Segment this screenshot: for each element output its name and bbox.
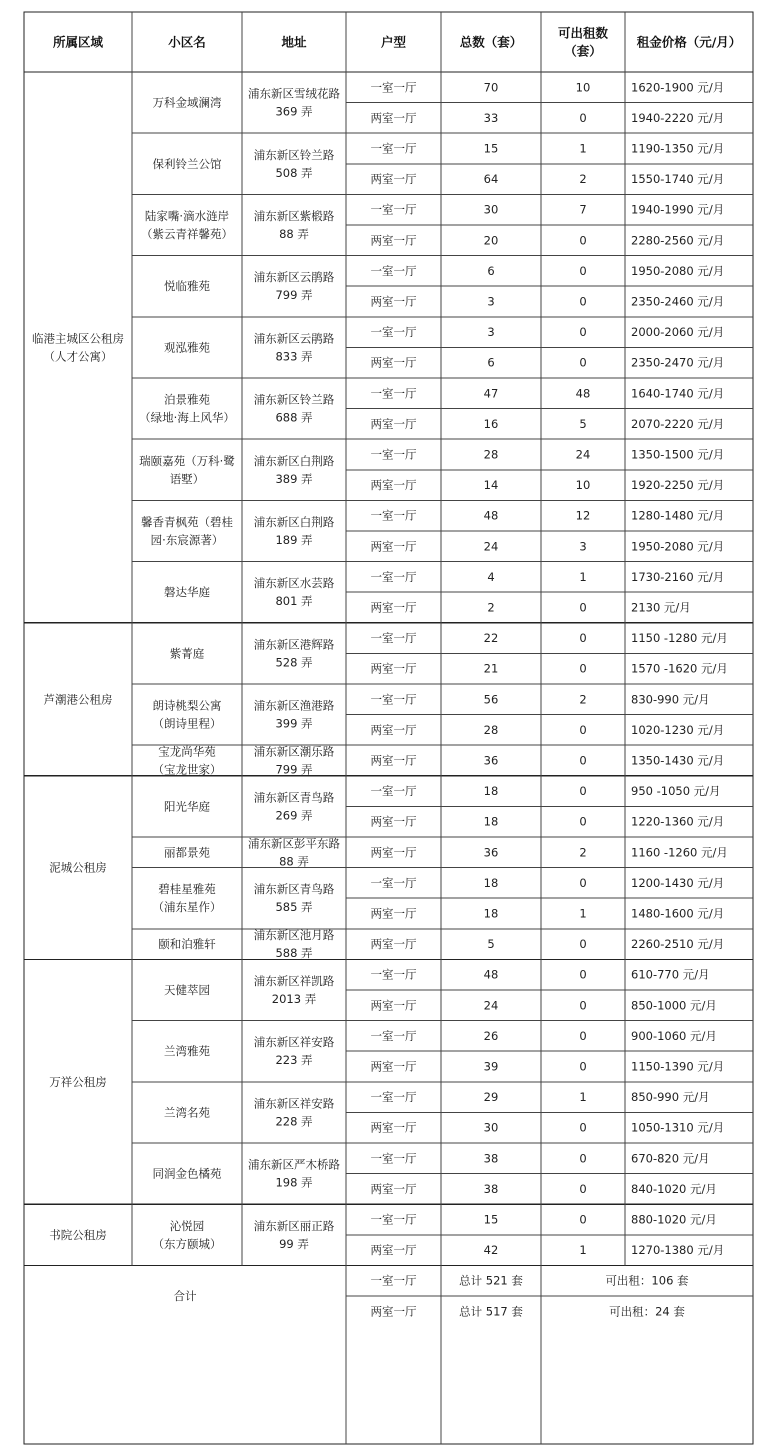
community-address: 浦东新区渔港路 [253, 698, 335, 713]
community-name: 丽都景苑 [164, 845, 210, 860]
cell-price: 1350-1430 元/月 [631, 753, 725, 768]
cell-unit-type: 一室一厅 [370, 325, 417, 340]
cell-unit-type: 两室一厅 [370, 722, 417, 737]
summary-available: 可出租：24 套 [609, 1304, 685, 1319]
cell-price: 1200-1430 元/月 [631, 875, 725, 890]
cell-price: 1950-2080 元/月 [631, 263, 725, 278]
cell-unit-type: 两室一厅 [370, 478, 417, 493]
cell-total: 16 [483, 416, 499, 431]
community-name: 宝龙尚华苑 [158, 744, 216, 759]
cell-total: 21 [483, 661, 499, 676]
cell-price: 1020-1230 元/月 [631, 722, 725, 737]
community-address: 浦东新区水芸路 [253, 576, 335, 591]
cell-available: 0 [579, 937, 587, 952]
cell-total: 33 [483, 110, 499, 125]
cell-unit-type: 一室一厅 [370, 1090, 417, 1105]
community-address: 浦东新区雪绒花路 [248, 86, 340, 101]
cell-total: 36 [483, 753, 499, 768]
cell-price: 900-1060 元/月 [631, 1028, 717, 1043]
header-price: 租金价格（元/月） [636, 34, 742, 50]
community-name: （紫云青祥馨苑） [141, 227, 233, 241]
cell-price: 830-990 元/月 [631, 692, 710, 707]
cell-price: 1270-1380 元/月 [631, 1243, 725, 1258]
header-available: 可出租数 [557, 25, 609, 41]
cell-unit-type: 一室一厅 [370, 784, 417, 799]
community-name: 语墅） [169, 471, 205, 486]
cell-available: 0 [579, 1151, 587, 1166]
cell-unit-type: 两室一厅 [370, 906, 417, 921]
cell-price: 1280-1480 元/月 [631, 508, 725, 523]
cell-available: 1 [579, 1090, 587, 1105]
cell-total: 15 [483, 1212, 499, 1227]
community-address: 浦东新区铃兰路 [253, 392, 335, 407]
community-address: 585 弄 [275, 900, 313, 915]
region-name: 临港主城区公租房 [32, 331, 124, 346]
cell-available: 2 [579, 845, 587, 860]
cell-unit-type: 一室一厅 [370, 1151, 417, 1166]
cell-price: 2350-2460 元/月 [631, 294, 725, 309]
cell-available: 0 [579, 1181, 587, 1196]
community-address: 浦东新区白荆路 [253, 453, 335, 468]
cell-unit-type: 两室一厅 [370, 661, 417, 676]
cell-total: 22 [483, 631, 499, 646]
community-name: 悦临雅苑 [164, 279, 210, 294]
cell-price: 1220-1360 元/月 [631, 814, 725, 829]
community-address: 198 弄 [275, 1175, 313, 1190]
cell-price: 1550-1740 元/月 [631, 172, 725, 187]
region-name: 书院公租房 [49, 1227, 107, 1242]
cell-total: 36 [483, 845, 499, 860]
cell-total: 14 [483, 478, 499, 493]
cell-total: 6 [487, 355, 495, 370]
community-name: 磐达华庭 [164, 585, 210, 600]
cell-price: 850-990 元/月 [631, 1090, 710, 1105]
community-address: 浦东新区铃兰路 [253, 147, 335, 162]
community-name: 馨香青枫苑（碧桂 [141, 515, 233, 529]
cell-available: 0 [579, 294, 587, 309]
cell-price: 610-770 元/月 [631, 967, 710, 982]
cell-unit-type: 一室一厅 [370, 263, 417, 278]
community-address: 399 弄 [275, 716, 313, 731]
community-address: 369 弄 [275, 104, 313, 119]
header-available: （套） [564, 43, 602, 59]
cell-price: 1950-2080 元/月 [631, 539, 725, 554]
cell-unit-type: 一室一厅 [370, 1212, 417, 1227]
cell-total: 24 [483, 539, 499, 554]
cell-total: 18 [483, 906, 499, 921]
cell-unit-type: 两室一厅 [370, 1243, 417, 1258]
community-name: （朗诗里程） [152, 716, 222, 731]
community-address: 223 弄 [275, 1053, 313, 1068]
cell-unit-type: 两室一厅 [370, 233, 417, 248]
cell-total: 38 [483, 1181, 499, 1196]
cell-available: 0 [579, 661, 587, 676]
cell-total: 15 [483, 141, 499, 156]
community-address: 88 弄 [279, 854, 309, 869]
cell-available: 0 [579, 784, 587, 799]
cell-available: 2 [579, 172, 587, 187]
cell-available: 0 [579, 600, 587, 615]
community-address: 88 弄 [279, 227, 309, 241]
community-address: 浦东新区云鹃路 [253, 331, 335, 346]
cell-available: 0 [579, 875, 587, 890]
cell-total: 6 [487, 263, 495, 278]
cell-unit-type: 一室一厅 [370, 875, 417, 890]
header-total: 总数（套） [459, 34, 523, 50]
summary-label: 合计 [173, 1289, 197, 1303]
cell-total: 64 [483, 172, 499, 187]
cell-price: 1160 -1260 元/月 [631, 845, 728, 860]
community-name: 万科金域澜湾 [152, 95, 222, 110]
summary-total: 总计 517 套 [459, 1304, 523, 1319]
cell-available: 0 [579, 967, 587, 982]
cell-available: 0 [579, 1212, 587, 1227]
community-address: 浦东新区彭平东路 [248, 836, 340, 851]
cell-unit-type: 两室一厅 [370, 416, 417, 431]
community-name: 颐和泊雅轩 [158, 937, 216, 952]
cell-available: 0 [579, 355, 587, 370]
cell-total: 28 [483, 722, 499, 737]
cell-total: 5 [487, 937, 495, 952]
community-address: 浦东新区严木桥路 [248, 1157, 340, 1172]
community-name: 泊景雅苑 [164, 392, 210, 407]
cell-available: 0 [579, 998, 587, 1013]
community-address: 799 弄 [275, 288, 313, 303]
header-region: 所属区域 [52, 34, 104, 50]
community-address: 浦东新区青鸟路 [253, 790, 335, 805]
community-name: 陆家嘴·滴水涟岸 [144, 209, 230, 223]
cell-total: 18 [483, 784, 499, 799]
cell-unit-type: 一室一厅 [370, 141, 417, 156]
cell-total: 28 [483, 447, 499, 462]
cell-price: 1150-1390 元/月 [631, 1059, 725, 1074]
cell-available: 5 [579, 416, 587, 431]
cell-price: 1620-1900 元/月 [631, 80, 725, 95]
cell-unit-type: 一室一厅 [370, 631, 417, 646]
community-address: 浦东新区港辉路 [253, 637, 335, 652]
cell-available: 1 [579, 569, 587, 584]
cell-total: 26 [483, 1028, 499, 1043]
summary-unit-type: 一室一厅 [370, 1273, 417, 1288]
community-name: 朗诗桃梨公寓 [152, 698, 222, 713]
community-name: 同润金色橘苑 [152, 1166, 222, 1181]
summary-unit-type: 两室一厅 [370, 1304, 417, 1319]
cell-total: 30 [483, 202, 499, 217]
cell-total: 18 [483, 814, 499, 829]
community-address: 99 弄 [279, 1236, 309, 1251]
community-address: 801 弄 [275, 594, 313, 609]
community-name: 沁悦园 [169, 1218, 205, 1233]
community-name: （绿地·海上风华） [139, 410, 235, 425]
cell-unit-type: 一室一厅 [370, 1028, 417, 1043]
region-name: 芦潮港公租房 [43, 692, 113, 707]
cell-unit-type: 两室一厅 [370, 937, 417, 952]
community-address: 189 弄 [275, 533, 313, 547]
region-name: （人才公寓） [43, 349, 113, 364]
cell-total: 48 [483, 967, 499, 982]
cell-unit-type: 一室一厅 [370, 967, 417, 982]
cell-unit-type: 两室一厅 [370, 845, 417, 860]
cell-price: 1640-1740 元/月 [631, 386, 725, 401]
cell-total: 4 [487, 569, 495, 584]
community-name: 天健萃园 [164, 983, 210, 997]
cell-total: 56 [483, 692, 499, 707]
cell-unit-type: 两室一厅 [370, 1120, 417, 1135]
cell-unit-type: 一室一厅 [370, 569, 417, 584]
cell-available: 0 [579, 325, 587, 340]
cell-available: 0 [579, 263, 587, 278]
community-address: 浦东新区潮乐路 [253, 744, 335, 759]
cell-unit-type: 一室一厅 [370, 386, 417, 401]
community-address: 528 弄 [275, 655, 313, 670]
cell-price: 840-1020 元/月 [631, 1181, 717, 1196]
cell-available: 1 [579, 906, 587, 921]
cell-total: 42 [483, 1243, 499, 1258]
cell-unit-type: 两室一厅 [370, 1181, 417, 1196]
region-name: 万祥公租房 [49, 1074, 107, 1089]
cell-available: 7 [579, 202, 587, 217]
summary-available: 可出租：106 套 [605, 1273, 689, 1288]
cell-unit-type: 两室一厅 [370, 294, 417, 309]
cell-unit-type: 两室一厅 [370, 172, 417, 187]
community-name: 碧桂星雅苑 [158, 882, 216, 897]
community-address: 浦东新区祥凯路 [253, 974, 335, 988]
cell-unit-type: 一室一厅 [370, 447, 417, 462]
summary-total: 总计 521 套 [459, 1273, 523, 1288]
community-name: 兰湾雅苑 [164, 1044, 210, 1059]
cell-unit-type: 两室一厅 [370, 1059, 417, 1074]
cell-unit-type: 两室一厅 [370, 110, 417, 125]
cell-price: 1920-2250 元/月 [631, 478, 725, 493]
cell-unit-type: 一室一厅 [370, 508, 417, 523]
community-address: 799 弄 [275, 762, 313, 777]
cell-available: 0 [579, 1028, 587, 1043]
cell-unit-type: 两室一厅 [370, 814, 417, 829]
community-name: 阳光华庭 [164, 799, 210, 814]
cell-price: 1190-1350 元/月 [631, 141, 725, 156]
cell-available: 1 [579, 1243, 587, 1258]
community-name: 紫菁庭 [169, 646, 205, 661]
community-address: 浦东新区丽正路 [253, 1218, 335, 1233]
header-unit-type: 户型 [380, 34, 407, 50]
cell-total: 3 [487, 294, 495, 309]
cell-price: 670-820 元/月 [631, 1151, 710, 1166]
cell-available: 24 [575, 447, 591, 462]
cell-unit-type: 两室一厅 [370, 539, 417, 554]
cell-available: 0 [579, 233, 587, 248]
cell-available: 3 [579, 539, 587, 554]
header-community: 小区名 [168, 34, 206, 50]
cell-price: 1570 -1620 元/月 [631, 661, 728, 676]
community-address: 389 弄 [275, 471, 313, 486]
cell-price: 2130 元/月 [631, 600, 691, 615]
cell-unit-type: 一室一厅 [370, 80, 417, 95]
cell-available: 12 [575, 508, 591, 523]
community-name: 瑞颐嘉苑（万科·鹭 [139, 453, 235, 468]
cell-price: 2000-2060 元/月 [631, 325, 725, 340]
cell-unit-type: 一室一厅 [370, 692, 417, 707]
community-name: （东方颐城） [152, 1236, 222, 1251]
cell-price: 1350-1500 元/月 [631, 447, 725, 462]
cell-total: 3 [487, 325, 495, 340]
cell-price: 1940-2220 元/月 [631, 110, 725, 125]
cell-total: 24 [483, 998, 499, 1013]
cell-total: 38 [483, 1151, 499, 1166]
cell-price: 2070-2220 元/月 [631, 416, 725, 431]
community-address: 浦东新区池月路 [253, 928, 335, 943]
community-address: 688 弄 [275, 410, 313, 425]
community-address: 2013 弄 [271, 992, 317, 1006]
cell-available: 0 [579, 753, 587, 768]
cell-available: 0 [579, 631, 587, 646]
cell-total: 48 [483, 508, 499, 523]
community-address: 浦东新区云鹃路 [253, 270, 335, 285]
cell-total: 29 [483, 1090, 499, 1105]
cell-unit-type: 两室一厅 [370, 998, 417, 1013]
region-name: 泥城公租房 [49, 860, 107, 875]
community-address: 833 弄 [275, 349, 313, 364]
community-address: 浦东新区青鸟路 [253, 882, 335, 897]
cell-price: 880-1020 元/月 [631, 1212, 717, 1227]
community-address: 浦东新区祥安路 [253, 1096, 335, 1111]
cell-available: 10 [575, 80, 591, 95]
community-address: 浦东新区紫椴路 [253, 209, 335, 223]
cell-price: 1730-2160 元/月 [631, 569, 725, 584]
cell-unit-type: 两室一厅 [370, 753, 417, 768]
cell-total: 47 [483, 386, 499, 401]
cell-available: 48 [575, 386, 591, 401]
cell-unit-type: 两室一厅 [370, 600, 417, 615]
cell-price: 2350-2470 元/月 [631, 355, 725, 370]
cell-price: 1150 -1280 元/月 [631, 631, 728, 646]
cell-price: 850-1000 元/月 [631, 998, 717, 1013]
community-name: （宝龙世家） [152, 762, 222, 777]
cell-price: 2280-2560 元/月 [631, 233, 725, 248]
cell-unit-type: 两室一厅 [370, 355, 417, 370]
cell-price: 950 -1050 元/月 [631, 784, 721, 799]
cell-price: 2260-2510 元/月 [631, 937, 725, 952]
cell-total: 20 [483, 233, 499, 248]
cell-total: 18 [483, 875, 499, 890]
cell-total: 39 [483, 1059, 499, 1074]
community-name: （浦东星作） [152, 900, 222, 915]
cell-available: 0 [579, 1120, 587, 1135]
cell-total: 30 [483, 1120, 499, 1135]
cell-total: 2 [487, 600, 495, 615]
community-name: 园·东宸源著） [150, 533, 224, 547]
header-address: 地址 [281, 34, 307, 50]
community-name: 兰湾名苑 [164, 1105, 210, 1120]
community-address: 浦东新区白荆路 [253, 515, 335, 529]
community-address: 508 弄 [275, 165, 313, 180]
cell-available: 0 [579, 110, 587, 125]
cell-price: 1050-1310 元/月 [631, 1120, 725, 1135]
community-address: 588 弄 [275, 946, 313, 961]
cell-total: 70 [483, 80, 499, 95]
cell-unit-type: 一室一厅 [370, 202, 417, 217]
cell-price: 1940-1990 元/月 [631, 202, 725, 217]
community-address: 浦东新区祥安路 [253, 1035, 335, 1050]
cell-available: 0 [579, 814, 587, 829]
cell-available: 2 [579, 692, 587, 707]
community-name: 观泓雅苑 [164, 340, 210, 355]
cell-available: 0 [579, 1059, 587, 1074]
community-address: 269 弄 [275, 808, 313, 823]
community-name: 保利铃兰公馆 [152, 156, 222, 171]
community-address: 228 弄 [275, 1114, 313, 1129]
cell-available: 10 [575, 478, 591, 493]
cell-available: 0 [579, 722, 587, 737]
cell-available: 1 [579, 141, 587, 156]
cell-price: 1480-1600 元/月 [631, 906, 725, 921]
